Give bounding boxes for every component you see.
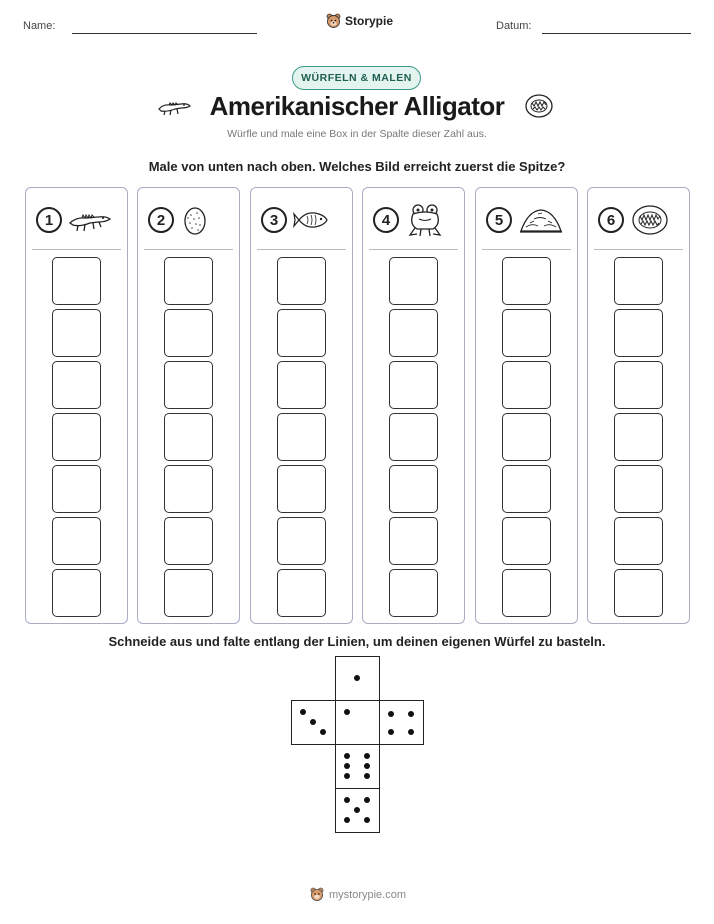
color-box[interactable] [164, 465, 213, 513]
column-divider [594, 249, 683, 250]
color-box[interactable] [614, 361, 663, 409]
color-box[interactable] [164, 309, 213, 357]
dice-face-5 [335, 788, 380, 833]
color-box[interactable] [277, 569, 326, 617]
pip [388, 711, 394, 717]
pip [364, 763, 370, 769]
column-divider [32, 249, 121, 250]
number-circle: 2 [148, 207, 174, 233]
color-box[interactable] [614, 569, 663, 617]
pip [344, 753, 350, 759]
footer [310, 887, 406, 902]
color-box[interactable] [164, 569, 213, 617]
color-box[interactable] [502, 569, 551, 617]
color-box[interactable] [52, 413, 101, 461]
color-box[interactable] [164, 517, 213, 565]
column-header [373, 202, 457, 238]
column-2 [137, 187, 240, 624]
nest-icon [518, 205, 564, 235]
name-label: Name: [23, 20, 56, 32]
color-box[interactable] [614, 465, 663, 513]
date-line[interactable] [542, 33, 691, 34]
column-divider [482, 249, 571, 250]
number-circle: 5 [486, 207, 512, 233]
frog-icon [405, 202, 445, 238]
color-box[interactable] [614, 257, 663, 305]
column-divider [369, 249, 458, 250]
color-box[interactable] [52, 517, 101, 565]
brand-logo [326, 13, 393, 29]
color-box[interactable] [389, 309, 438, 357]
column-header [261, 202, 345, 238]
color-box[interactable] [164, 413, 213, 461]
brand-name: Storypie [345, 14, 394, 28]
column-header [598, 202, 682, 238]
dice-face-3 [291, 700, 336, 745]
column-3 [250, 187, 353, 624]
activity-badge: WÜRFELN & MALEN [292, 66, 421, 90]
pip [388, 729, 394, 735]
color-box[interactable] [389, 569, 438, 617]
color-box[interactable] [389, 413, 438, 461]
color-box[interactable] [52, 465, 101, 513]
pip [364, 773, 370, 779]
color-box[interactable] [502, 413, 551, 461]
page-subtitle: Würfle und male eine Box in der Spalte dieser Zahl aus. [227, 128, 487, 140]
pip [344, 709, 350, 715]
name-line[interactable] [72, 33, 257, 34]
teeth-icon [524, 93, 554, 119]
column-1 [25, 187, 128, 624]
column-5 [475, 187, 578, 624]
dice-face-6 [335, 744, 380, 789]
bear-icon [326, 13, 341, 29]
number-circle: 1 [36, 207, 62, 233]
alligator-icon [68, 205, 112, 235]
pip [344, 797, 350, 803]
date-label: Datum: [496, 20, 532, 32]
color-box[interactable] [164, 257, 213, 305]
pip [300, 709, 306, 715]
column-6 [587, 187, 690, 624]
color-box[interactable] [52, 309, 101, 357]
color-box[interactable] [52, 257, 101, 305]
color-box[interactable] [389, 465, 438, 513]
pip [354, 807, 360, 813]
color-box[interactable] [52, 361, 101, 409]
number-circle: 3 [261, 207, 287, 233]
column-4 [362, 187, 465, 624]
bear-icon [310, 887, 324, 902]
dice-face-1-center [335, 700, 380, 745]
color-box[interactable] [614, 309, 663, 357]
instruction-text: Male von unten nach oben. Welches Bild erreicht zuerst die Spitze? [148, 159, 566, 174]
column-header [36, 202, 120, 238]
color-box[interactable] [614, 413, 663, 461]
color-box[interactable] [389, 257, 438, 305]
pip [408, 729, 414, 735]
page-title: Amerikanischer Alligator [209, 91, 505, 121]
dice-face-1 [335, 656, 380, 701]
teeth-icon [630, 204, 670, 236]
color-box[interactable] [502, 309, 551, 357]
color-box[interactable] [389, 361, 438, 409]
color-box[interactable] [277, 465, 326, 513]
color-box[interactable] [277, 309, 326, 357]
pip [320, 729, 326, 735]
number-circle: 6 [598, 207, 624, 233]
fish-icon [293, 206, 333, 234]
pip [310, 719, 316, 725]
color-box[interactable] [614, 517, 663, 565]
color-box[interactable] [277, 517, 326, 565]
color-box[interactable] [277, 257, 326, 305]
column-header [148, 202, 232, 238]
pip [344, 817, 350, 823]
pip [364, 753, 370, 759]
footer-url[interactable]: mystorypie.com [329, 888, 407, 901]
pip [344, 763, 350, 769]
color-box[interactable] [52, 569, 101, 617]
color-box[interactable] [389, 517, 438, 565]
color-box[interactable] [277, 361, 326, 409]
dice-face-4 [379, 700, 424, 745]
color-box[interactable] [502, 257, 551, 305]
pip [364, 797, 370, 803]
pip [354, 675, 360, 681]
pip [364, 817, 370, 823]
color-box[interactable] [502, 361, 551, 409]
color-box[interactable] [502, 465, 551, 513]
pip [344, 773, 350, 779]
column-divider [144, 249, 233, 250]
cut-instruction: Schneide aus und falte entlang der Linien, um deinen eigenen Würfel zu basteln. [108, 634, 606, 649]
color-box[interactable] [164, 361, 213, 409]
egg-icon [180, 204, 210, 236]
color-box[interactable] [277, 413, 326, 461]
pip [408, 711, 414, 717]
column-header [486, 202, 570, 238]
color-box[interactable] [502, 517, 551, 565]
column-divider [257, 249, 346, 250]
number-circle: 4 [373, 207, 399, 233]
